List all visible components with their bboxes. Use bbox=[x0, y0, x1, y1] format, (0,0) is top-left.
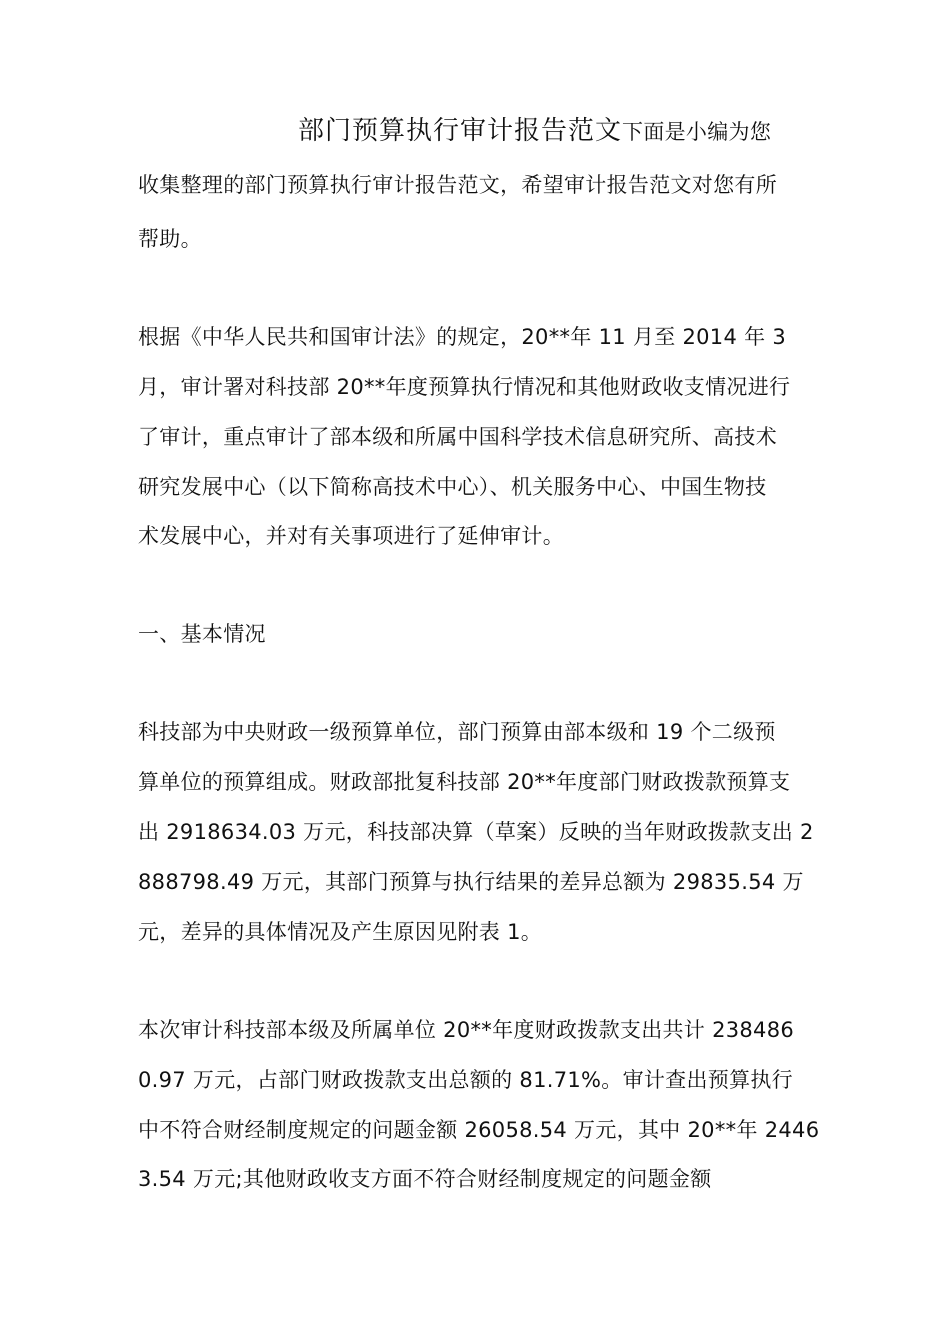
paragraph-line: 科技部为中央财政一级预算单位，部门预算由部本级和 19 个二级预 bbox=[138, 720, 776, 744]
paragraph-line: 了审计，重点审计了部本级和所属中国科学技术信息研究所、高技术 bbox=[138, 425, 777, 449]
paragraph-line: 本次审计科技部本级及所属单位 20**年度财政拨款支出共计 238486 bbox=[138, 1018, 795, 1042]
title-line bbox=[138, 116, 828, 146]
intro-text: 下面是小编为您 bbox=[622, 120, 772, 144]
paragraph-line: 中不符合财经制度规定的问题金额 26058.54 万元，其中 20**年 2446 bbox=[138, 1118, 820, 1142]
intro-line: 帮助。 bbox=[138, 227, 202, 251]
paragraph-line: 0.97 万元，占部门财政拨款支出总额的 81.71%。审计查出预算执行 bbox=[138, 1068, 793, 1092]
document-title: 部门预算执行审计报告范文 bbox=[298, 116, 623, 146]
paragraph-line: 月，审计署对科技部 20**年度预算执行情况和其他财政收支情况进行 bbox=[138, 375, 791, 399]
paragraph-line: 算单位的预算组成。财政部批复科技部 20**年度部门财政拨款预算支 bbox=[138, 770, 791, 794]
section-heading: 一、基本情况 bbox=[138, 622, 266, 646]
paragraph-line: 研究发展中心（以下简称高技术中心）、机关服务中心、中国生物技 bbox=[138, 475, 767, 499]
paragraph-line: 元，差异的具体情况及产生原因见附表 1。 bbox=[138, 920, 543, 944]
paragraph-line: 术发展中心，并对有关事项进行了延伸审计。 bbox=[138, 524, 564, 548]
paragraph-line: 3.54 万元;其他财政收支方面不符合财经制度规定的问题金额 bbox=[138, 1167, 712, 1191]
intro-line: 收集整理的部门预算执行审计报告范文，希望审计报告范文对您有所 bbox=[138, 173, 777, 197]
paragraph-line: 888798.49 万元，其部门预算与执行结果的差异总额为 29835.54 万 bbox=[138, 870, 804, 894]
paragraph-line: 根据《中华人民共和国审计法》的规定，20**年 11 月至 2014 年 3 bbox=[138, 325, 787, 349]
paragraph-line: 出 2918634.03 万元，科技部决算（草案）反映的当年财政拨款支出 2 bbox=[138, 820, 814, 844]
